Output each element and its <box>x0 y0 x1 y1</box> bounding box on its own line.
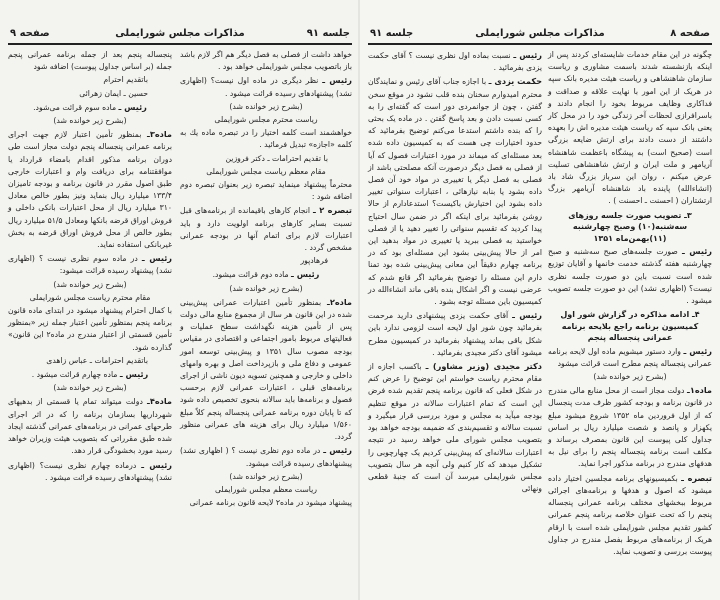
speaker-label: حکمت یزدی ـ <box>488 76 542 87</box>
column-left <box>368 49 542 495</box>
session-number: جلسه ۹۱ <box>370 28 414 39</box>
paragraph-text: ماده چهارم قرائت میشود . <box>31 370 120 380</box>
paragraph <box>8 355 172 367</box>
section-heading <box>548 309 712 344</box>
column-right <box>180 49 352 509</box>
paragraph-text: ۳ـ تصویب صورت جلسه روزهای سه‌شنبه(۱۰) وصبح چهارشنبه (۱۱)بهمن‌ماه ۱۳۵۱ <box>568 210 692 243</box>
paragraph-text: بمنظور تأمین اعتبار لازم جهت اجرای برنامه عمرانی پنجساله پنجم دولت مجاز است طی دوران برنامه مذکور اقدام بامضاء قرارداد یا موافقتنامه برای دریافت وام و اعتبارات خارجی طبق اصول مقرر در قانون برنامه و بودجه تامیزان ۱۳۳/۴ میلیارد ریال بنماید ونیز بطور خالص معادل ۳۱۰ میلیارد ریال از محل اعتبارات بانکی داخلی و فروش اوراق قرضه بانکها ومعادل ۵۱/۵ میلیارد ریال بطور خالص از محل فروش اوراق قرضه به بخش غیربانکی استفاده نماید. <box>8 130 172 250</box>
page-number: صفحه ۸ <box>670 28 710 39</box>
paragraph-text: دولت مجاز است از محل منابع مالی مندرج در قانون برنامه و بودجه کشور ظرف مدت پنجسال که از اول فروردین ماه ۱۳۵۲ شروع میشود مبلغ یکهزار و پانصد و شصت میلیارد ریال بر اساس جداول کلی پیوست این قانون بمصرف برساند و مکلف است برنامه پنجساله پنجم را برای نیل به هدفهای مندرج در برنامه مذکور اجرا نماید. <box>548 386 712 469</box>
paragraph <box>180 166 352 178</box>
paragraph <box>180 101 352 113</box>
paragraph-text: درماده چهارم نظری نیست؟ (اظهاری نشد) پیشنهادهای رسیده قرائت میشود . <box>8 460 172 482</box>
speaker-label: تبصره ـ <box>681 472 712 483</box>
page-number: صفحه ۹ <box>10 28 50 39</box>
paragraph-text: آقای حکمت یزدی پیشنهادی دارید مرحمت بفرمائید چون شور اول لایحه است لزومی ندارد باین شکل باقی بماند پیشنهاد بفرمائید در کمیسیون مطرح میشود آقای دکتر مجیدی بفرمائید . <box>368 311 542 357</box>
paragraph-text: ماده سوم قرائت می‌شود. <box>33 102 119 112</box>
paragraph <box>8 459 172 484</box>
paragraph-text: پنجساله پنجم بعد از جمله برنامه عمرانی پنجم جمله (بر اساس جداول پیوست) اضافه شود <box>8 50 172 72</box>
paragraph-text: بکمیسیونهای برنامه مجلسین اختیار داده میشود که اصول و هدفها و برنامه‌های اجرائی مربوط ببخشهای مختلف برنامه عمرانی پنجساله پنجم را که تحت عنوان خلاصه برنامه پنجم عمرانی کشور تقدیم مجلس شورایملی شده است با ارقام هریک از برنامه‌های مربوط بفصل مندرج در جداول پیوست بررسی و تصویب نماید. <box>548 473 712 556</box>
paragraph <box>180 204 352 254</box>
paragraph-text: (بشرح زیر خوانده شد) <box>593 372 667 382</box>
paragraph <box>8 395 172 457</box>
speaker-label: دکتر مجیدی (وزیر مشاور) ـ <box>425 361 542 372</box>
paragraph <box>8 74 172 86</box>
paragraph-text: ریاست معظم مجلس شورایملی <box>215 484 317 494</box>
paragraph <box>368 49 542 74</box>
paragraph <box>180 444 352 469</box>
speaker-label: رئیس ـ <box>323 445 352 456</box>
section-heading <box>548 210 712 245</box>
paragraph <box>8 252 172 277</box>
paragraph <box>548 384 712 470</box>
paragraph <box>8 292 172 304</box>
paragraph-text: پیشنهاد میشود در ماده۲ لایحه قانون برنامه عمرانی <box>189 498 352 508</box>
paragraph <box>180 114 352 126</box>
paragraph-text: چگونه در این مقام خدمات شایسته‌ای کردند پس از اینکه بازنشسته شدند باسمت مشاوری و ریاست سازمان شاهنشاهی و ریاست هیئت مدیره بانک سپه در هریک از این امور با نهایت علاقه و صداقت و فداکاری وظایف مربوط بخود را انجام دادند و باسرافرازی لحظات آخر زندگی خود را در محل کار یعنی بانک سپه که ریاست هیئت مدیره اش را بعهده داشتند از دست دادند برای ارتش ضایعه بزرگی است (صحیح است) به پیشگاه باعظمت شاهنشاه آریامهر و ملت ایران و ارتش شاهنشاهی تسلیت عرض میکنم ، روان این سرباز بزرگ شاد باد (انشاءالله) پاینده باد شاهنشاه آریامهر بزرگ ارتشتاران ( احسنت ـ احسنت ) . <box>548 50 712 206</box>
paragraph <box>180 153 352 165</box>
paragraph <box>368 75 542 308</box>
paragraph <box>548 345 712 370</box>
paragraph <box>180 283 352 295</box>
header-rule <box>368 43 712 45</box>
speaker-label: رئیس ـ <box>681 246 712 257</box>
paragraph-text: وارد دستور میشویم ماده اول لایحه برنامه عمرانی پنجساله پنجم مطرح است قرائت میشود <box>548 346 712 368</box>
page-8 <box>360 0 720 600</box>
paragraph-text: باتقدیم احترامات ـ عباس زاهدی <box>46 355 148 365</box>
paragraph-text: (بشرح زیر خوانده شد) <box>53 383 127 393</box>
paragraph-text: دولت میتواند تمام یا قسمتی از بدهیهای شهرداریها بسازمان برنامه را که در اثر اجرای طرحهای عمرانی در برنامه‌های عمرانی گذشته ایجاد شده طبق مقرراتی که بتصویب هیئت وزیران خواهد رسید مورد بخشودگی قرار دهد. <box>8 397 172 456</box>
speaker-label: رئیس ـ <box>513 50 542 60</box>
paragraph-text: باتقدیم احترام <box>103 75 148 85</box>
speaker-label: رئیس ـ <box>322 75 353 86</box>
paragraph-text: در ماده دوم نظری نیست ؟ ( اظهاری نشد) پیشنهادهای رسیده قرائت میشود. <box>180 446 352 468</box>
paragraph <box>548 472 712 558</box>
paragraph-text: مقام معظم ریاست مجلس شورایملی <box>206 166 326 176</box>
speaker-label: رئیس ـ <box>141 253 172 264</box>
paragraph-text: محترماً پیشنهاد مینماید تبصره زیر بعنوان تبصره دوم اضافه شود : <box>180 180 352 202</box>
paragraph <box>180 296 352 443</box>
paragraph-text: خواهشمند است کلمه اختیار را در تبصره ماده یك به کلمه «اجازه» تبدیل فرمائید . <box>180 128 352 150</box>
speaker-label: رئیس ـ <box>141 459 172 470</box>
running-title: مذاکرات مجلس شورایملی <box>115 28 245 39</box>
paragraph <box>180 471 352 483</box>
paragraph <box>8 279 172 291</box>
paragraph <box>180 49 352 73</box>
paragraph <box>180 484 352 496</box>
paragraph-text: (بشرح زیر خوانده شد) <box>229 283 303 293</box>
speaker-label: رئیس ـ <box>119 369 149 380</box>
paragraph <box>368 309 542 359</box>
paragraph <box>8 128 172 251</box>
paragraph-text: خواهد داشت از فصلی به فصل دیگر هم اگر لازم باشد باز باتصویب مجلس شورایملی خواهد بود . <box>180 50 352 72</box>
speaker-label: ماده۱ـ <box>687 385 712 396</box>
paragraph <box>8 368 172 381</box>
paragraph-text: در ماده سوم نظری نیست ؟ (اظهاری نشد) پیشنهاد رسیده قرائت میشود: <box>8 254 172 276</box>
column-right <box>548 49 712 558</box>
paragraph-text: (بشرح زیر خوانده شد) <box>229 101 303 111</box>
paragraph <box>368 360 542 495</box>
paragraph-text: باکسب اجازه از مقام محترم ریاست خواستم این توضیح را عرض کنم در شکل فعلی که قانون برنامه پنجم تقدیم شده فرض این است که تمام اعتبارات سالانه در موقع تنظیم بودجه میآید به مجلس و مورد بررسی قرار میگیرد و نسبت سالانه و تقسیم‌بندی که ضمیمه بودجه خواهد بود بتصویب مجلس شورای ملی خواهد رسید در نتیجه اعتبارات سالانه‌ای که پیش‌بینی کردیم یک چهارچوبی را تشکیل میدهد که کار کنیم ولی آنچه هر سال بتصویب مجلس شورایملی میرسد آن است که جنبهٔ قطعی ونهائی <box>368 362 542 494</box>
paragraph <box>180 255 352 267</box>
paragraph-text: مقام محترم ریاست مجلس شورایملی <box>29 292 151 302</box>
paragraph <box>8 49 172 73</box>
paragraph <box>548 371 712 383</box>
session-number: جلسه ۹۱ <box>306 28 350 39</box>
paragraph-text: فرهادپور <box>300 256 328 266</box>
speaker-label: ماده۲ـ <box>327 296 352 307</box>
paragraph-text: نظر دیگری در ماده اول نیست؟ (اظهاری نشد) پیشنهادهای رسیده قرائت میشود . <box>180 76 352 98</box>
paragraph-text: (بشرح زیر خوانده شد) <box>229 471 303 481</box>
paragraph <box>548 245 712 307</box>
paragraph-text: نسبت بماده اول نظری نیست ؟ آقای حکمت یزدی بفرمائید . <box>368 51 542 73</box>
paragraph-text: بمنظور تأمین اعتبارات عمرانی پیش‌بینی شده در این قانون هر سال از مجموع منابع مالی دولت پس از تأمین هزینه نگهداشت سطح عملیات و فعالیتهای مربوط بامور اجتماعی و اقتصادی در مقیاس بودجه مصوب سال ۱۳۵۱ و پیش‌بینی توسعه امور عمومی و دفاع ملی و بازپرداخت اصل و بهره وامهای داخلی و خارجی و همچنین تسویه دیون ناشی از اجرای برنامه‌های قبلی ، اعتبارات عمرانی لازم برحسب فصول و برنامه‌ها باید سالانه بنحوی تخصیص داده شود که تا پایان دوره برنامه عمرانی پنجساله پنجم کلاً مبلغ ۱/۵۶۰ میلیارد ریال برای هزینه های عمرانی منظور گردد. <box>180 297 352 442</box>
paragraph-text: (بشرح زیر خوانده شد) <box>53 116 127 126</box>
paragraph-text: ۴ـ ادامه مذاکره در گزارش شور اول کمیسیون برنامه راجع بلایحه برنامه عمرانی پنجساله پنجم <box>560 310 700 343</box>
paragraph <box>180 268 352 281</box>
paragraph-text: با اجازه جناب آقای رئیس و نمایندگان محترم امیدوارم سخنان بنده قلب نشود در موقع سخن گفتن ، چون از جوانمردی دور است که گفته‌ای را به کسی نسبت دادن و بعد پاسخ گفتن . در ماده یک بحثی را که بنده داشتم استدعا می‌کنم توضیح بفرمائید که حدود اختیارات چی هست که به کمیسیون داده شده بعد مسئله‌ای که میماند در مورد اعتبارات فصول که آیا از فصلی به فصل دیگر درصورت آنکه مصلحتی باشد از فصلی به فصل دیگر یا تغییری در مواد خود آن فصل داده بشود یا بنابه نیازهائی ، اعتبارات سنواتی تغییر داده بشود این اختیارش باکیست؟ استدعادارم از حالا روشن بفرمائید برای اینکه اگر در ضمن سال احتیاج پیدا کردید که تقسیم سنواتی را تغییر دهید یا از فصلی خواستید به فصلی ببرید یا تغییری در مواد بدهید این امر از حالا پیش‌بینی بشود این مسئله‌ای بود که در برنامه چهارم دقیقاً این معانی پیش‌بینی شده بود تمنا دارم این مسئله را توضیح بفرمائید اگر قانع شدم که عرضی نیست و اگر اشکال بنده باقی ماند انشاءالله در کمیسیون باین مسئله توجه بشود . <box>368 77 542 307</box>
paragraph-text: انجام کارهای باقیمانده از برنامه‌های قبل نسبت بسایر کارهای برنامه اولویت دارد و باید اعتبارات لازم برای اتمام آنها در بودجه عمرانی مشخص گردد . <box>180 206 352 253</box>
paragraph <box>8 305 172 354</box>
speaker-label: رئیس ـ <box>512 310 542 321</box>
paragraph <box>8 101 172 114</box>
paragraph-text: ریاست محترم مجلس شورایملی <box>214 115 318 125</box>
paragraph <box>180 74 352 99</box>
paragraph-text: ماده دوم قرائت میشود. <box>212 270 292 280</box>
paragraph-text: با تقدیم احترامات ـ دکتر فروزین <box>225 153 328 163</box>
speaker-label: تبصره ۲ ـ <box>313 205 352 216</box>
paragraph <box>180 179 352 203</box>
paragraph <box>8 115 172 127</box>
speaker-label: رئیس ـ <box>118 101 147 112</box>
speaker-label: رئیس ـ <box>291 269 320 280</box>
paragraph <box>548 49 712 208</box>
running-title: مذاکرات مجلس شورایملی <box>475 28 605 39</box>
paragraph-text: حسین ـ ایمان زهرائی <box>79 88 148 98</box>
header-rule <box>8 43 352 45</box>
speaker-label: ماده۳ـ <box>147 129 172 140</box>
paragraph <box>180 497 352 509</box>
paragraph-text: با کمال احترام پیشنهاد میشود در ابتدای ماده قانون برنامه پنجم بمنظور تأمین اعتبار جمله زیر «بمنظور تأمین قسمتی از اعتبار مندرج در ماده۲ این قانون» گذارده شود. <box>8 306 172 352</box>
speaker-label: ماده۴ـ <box>147 396 172 407</box>
paragraph <box>8 382 172 394</box>
paragraph-text: صورت جلسه‌های صبح سه‌شنبه و صبح چهارشنبه هفته گذشته خدمت خانمها و آقایان توزیع شده است نسبت باین دو صورت جلسه نظری نیست؟ (اظهاری نشد) این دو صورت جلسه تصویب میشود . <box>548 247 712 305</box>
paragraph-text: (بشرح زیر خوانده شد) <box>53 279 127 289</box>
speaker-label: رئیس ـ <box>683 345 712 356</box>
paragraph <box>180 127 352 151</box>
column-left <box>8 49 172 484</box>
paragraph <box>8 88 172 100</box>
